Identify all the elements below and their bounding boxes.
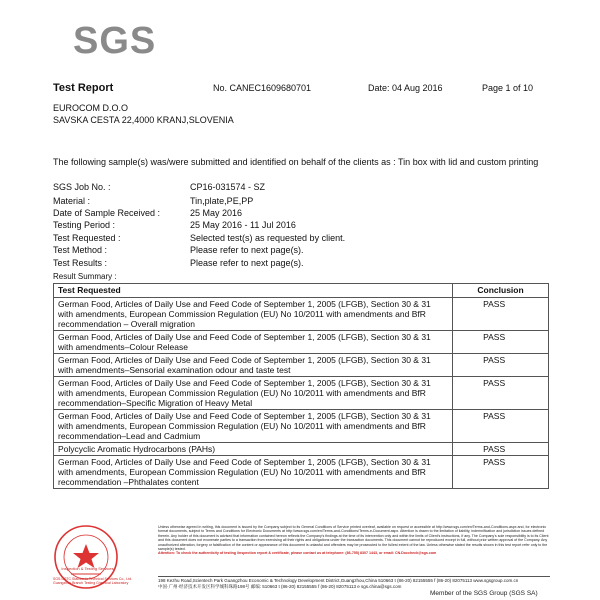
- client-name: EUROCOM D.O.O: [53, 103, 129, 113]
- footer-address-cn: 中国·广州·经济技术开发区科学城科珠路198号 邮编: 510663 t (86-20) 82155555 f (86-20) 82075113 e sgs.china@sgs.com: [158, 584, 402, 589]
- terms-text: Unless otherwise agreed in writing, this document is issued by the Company subject to its General Conditions of Service printed overleaf, available on request or accessible at http://www.sgs.com/en/Terms-and-Conditions.aspx and, for electronic format documents, subject to Terms and Conditions for Electronic Documents at http://www.sgs.com/en/Terms-and-Conditions/Terms-e-Document.aspx. Attention is drawn to the limitation of liability, indemnification and jurisdiction issues defined therein. Any holder of this document is advised that information contained hereon reflects the Company's findings at the time of its intervention only and within the limits of Client's instructions, if any. The Company's sole responsibility is to its Client and this document does not exonerate parties to a transaction from exercising all their rights and obligations under the transaction documents. This document cannot be reproduced except in full, without prior written approval of the Company. Any unauthorized alteration, forgery or falsification of the content or appearance of this document is unlawful and offenders may be prosecuted to the fullest extent of the law. Unless otherwise stated the results shown in this test report refer only to the sample(s) tested.: [158, 525, 549, 552]
- table-row: [54, 377, 549, 410]
- table-row: [54, 331, 549, 354]
- header-conclusion: Conclusion: [453, 284, 549, 298]
- field-value-job-no: CP16-031574 - SZ: [190, 182, 266, 192]
- field-value-test-requested: Selected test(s) as requested by client.: [190, 233, 346, 243]
- header-test-requested: Test Requested: [54, 284, 453, 298]
- conclusion-cell: PASS: [453, 331, 549, 354]
- conclusion-cell: PASS: [453, 354, 549, 377]
- field-label-job-no: SGS Job No. :: [53, 182, 111, 192]
- field-label-date-received: Date of Sample Received :: [53, 208, 161, 218]
- table-row: [54, 298, 549, 331]
- sgs-logo-text: SGS: [73, 20, 157, 62]
- table-row: [54, 456, 549, 489]
- test-requested-cell: German Food, Articles of Daily Use and Feed Code of September 1, 2005 (LFGB), Section 30 & 31 with amendments, European Commission Regulation (EU) No 10/2011 with amendments and BfR recommendation–Lead and Cadmium: [54, 410, 453, 443]
- report-number: No. CANEC1609680701: [213, 83, 312, 93]
- result-summary-label: Result Summary :: [53, 272, 117, 281]
- table-row: [54, 410, 549, 443]
- conclusion-cell: PASS: [453, 410, 549, 443]
- conclusion-cell: PASS: [453, 443, 549, 456]
- table-row: [54, 443, 549, 456]
- test-requested-cell: German Food, Articles of Daily Use and Feed Code of September 1, 2005 (LFGB), Section 30 & 31 with amendments–Colour Release: [54, 331, 453, 354]
- conclusion-cell: PASS: [453, 456, 549, 489]
- field-value-date-received: 25 May 2016: [190, 208, 243, 218]
- seal-caption: SGS-CSTC Standards Technical Services Co., Ltd. Guangzhou Branch Testing Chemical Laboratory: [53, 577, 133, 585]
- test-requested-cell: German Food, Articles of Daily Use and Feed Code of September 1, 2005 (LFGB), Section 30 & 31 with amendments–Sensorial examination odour and taste test: [54, 354, 453, 377]
- test-requested-cell: Polycyclic Aromatic Hydrocarbons (PAHs): [54, 443, 453, 456]
- report-title: Test Report: [53, 82, 114, 94]
- page-number: Page 1 of 10: [482, 83, 534, 93]
- authenticity-alert: Attention: To check the authenticity of testing /inspection report & certificate, please contact us at telephone: (86-755) 8307 1443, or email: CN.Doccheck@sgs.com: [158, 551, 437, 556]
- table-header-row: [54, 284, 549, 298]
- test-requested-cell: German Food, Articles of Daily Use and Feed Code of September 1, 2005 (LFGB), Section 30 & 31 with amendments, European Commission Regulation (EU) No 10/2011 with amendments and BfR recommendation –Phthalates content: [54, 456, 453, 489]
- field-label-material: Material :: [53, 196, 91, 206]
- client-address: SAVSKA CESTA 22,4000 KRANJ,SLOVENIA: [53, 115, 234, 125]
- field-value-test-method: Please refer to next page(s).: [190, 245, 304, 255]
- report-date: Date: 04 Aug 2016: [368, 83, 443, 93]
- table-row: [54, 354, 549, 377]
- conclusion-cell: PASS: [453, 298, 549, 331]
- field-value-material: Tin,plate,PE,PP: [190, 196, 254, 206]
- footer-divider: [158, 576, 550, 577]
- conclusion-cell: PASS: [453, 377, 549, 410]
- sgs-logo: [73, 20, 169, 62]
- test-requested-cell: German Food, Articles of Daily Use and Feed Code of September 1, 2005 (LFGB), Section 30 & 31 with amendments, European Commission Regulation (EU) No 10/2011 with amendments and BfR recommendation–Specific Migration of Heavy Metal: [54, 377, 453, 410]
- terms-fine-print: [158, 525, 550, 556]
- field-label-test-requested: Test Requested :: [53, 233, 121, 243]
- result-summary-table: [53, 283, 549, 489]
- field-label-test-method: Test Method :: [53, 245, 108, 255]
- sgs-group-membership: Member of the SGS Group (SGS SA): [430, 590, 538, 597]
- test-requested-cell: German Food, Articles of Daily Use and Feed Code of September 1, 2005 (LFGB), Section 30 & 31 with amendments, European Commission Regulation (EU) No 10/2011 with amendments and BfR recommendation – Overall migration: [54, 298, 453, 331]
- field-label-testing-period: Testing Period :: [53, 220, 116, 230]
- seal-text: Inspection & Testing Services: [61, 566, 114, 571]
- footer-address-en: 198 Kezhu Road,Scientech Park Guangzhou Economic & Technology Development District,Guangzhou,China 510663 t (86-20) 82155555 f (86-20) 82075113 www.sgsgroup.com.cn: [158, 578, 519, 583]
- field-label-test-results: Test Results :: [53, 258, 108, 268]
- field-value-test-results: Please refer to next page(s).: [190, 258, 304, 268]
- field-value-testing-period: 25 May 2016 - 11 Jul 2016: [190, 220, 296, 230]
- intro-statement: The following sample(s) was/were submitted and identified on behalf of the clients as : Tin box with lid and custom printing: [53, 157, 539, 167]
